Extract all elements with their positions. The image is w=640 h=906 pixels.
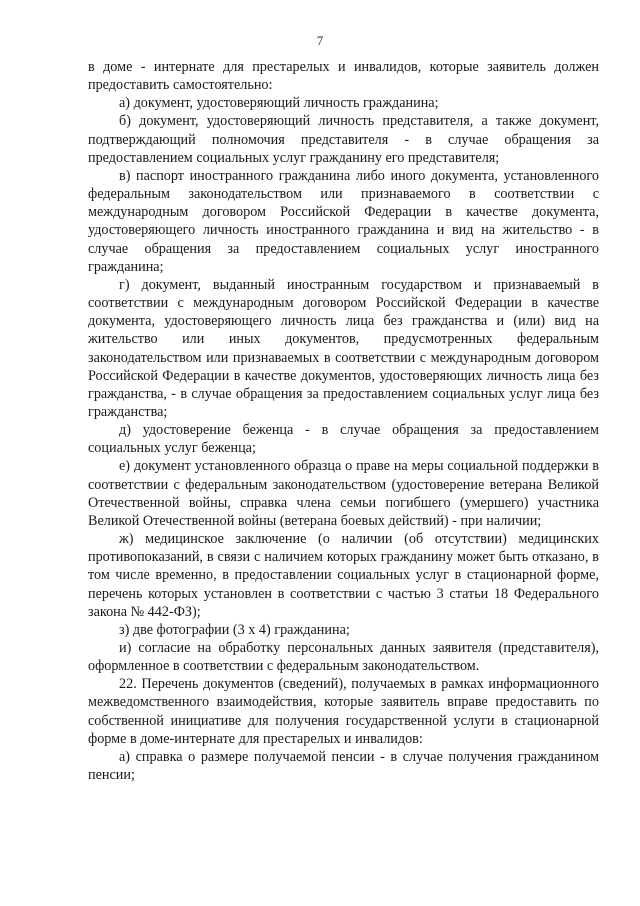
paragraph-item-a: а) документ, удостоверяющий личность гражданина; [119, 95, 439, 112]
page-number: 7 [316, 33, 324, 48]
paragraph-item-i: и) согласие на обработку персональных данных заявителя (представителя), оформленное в соответствии с федеральным законодательством. [88, 640, 599, 675]
paragraph-item-d: д) удостоверение беженца - в случае обращения за предоставлением социальных услуг беженца; [88, 422, 599, 457]
paragraph-item-g: г) документ, выданный иностранным государством и признаваемый в соответствии с международным договором Российской Федерации в качестве документа, удостоверяющего личность лица без гражданства и (или) вид на жительство или иных документов, предусмотренных федеральным законодательством или признаваемых в соответствии с международным договором Российской Федерации в качестве документов, удостоверяющих личность лица без гражданства, - в случае обращения за предоставлением социальных услуг лица без гражданства; [88, 276, 599, 420]
paragraph-item-b: б) документ, удостоверяющий личность представителя, а также документ, подтверждающий полномочия представителя - в случае обращения за предоставлением социальных услуг гражданину его представителя; [88, 113, 599, 166]
paragraph-item-zh: ж) медицинское заключение (о наличии (об отсутствии) медицинских противопоказаний, в связи с наличием которых гражданину может быть отказано, в том числе временно, в предоставлении социальных услуг в стационарной форме, перечень которых установлен в соответствии с частью 3 статьи 18 Федерального закона № 442-ФЗ); [88, 531, 599, 620]
paragraph-item-v: в) паспорт иностранного гражданина либо иного документа, установленного федеральным законодательством или признаваемого в соответствии с международным договором Российской Федерации в качестве документа, удостоверяющего личность иностранного гражданина и вид на жительство - в случае обращения за предоставлением социальных услуг иностранного гражданина; [88, 167, 599, 275]
paragraph-section-22: 22. Перечень документов (сведений), получаемых в рамках информационного межведомственного взаимодействия, которые заявитель вправе предоставить по собственной инициативе для получения государственной услуги в стационарной форме в доме-интернате для престарелых и инвалидов: [88, 676, 599, 747]
paragraph-item-e: е) документ установленного образца о праве на меры социальной поддержки в соответствии с федеральным законодательством (удостоверение ветерана Великой Отечественной войны, справка члена семьи погибшего (умершего) участника Великой Отечественной войны (ветерана боевых действий) - при наличии; [88, 458, 599, 529]
paragraph-section-22-item-a: а) справка о размере получаемой пенсии - в случае получения гражданином пенсии; [88, 748, 599, 784]
paragraph-intro-continuation: в доме - интернате для престарелых и инвалидов, которые заявитель должен предоставить самостоятельно: [88, 59, 599, 94]
document-body [88, 58, 599, 784]
paragraph-item-z: з) две фотографии (3 х 4) гражданина; [119, 621, 350, 638]
